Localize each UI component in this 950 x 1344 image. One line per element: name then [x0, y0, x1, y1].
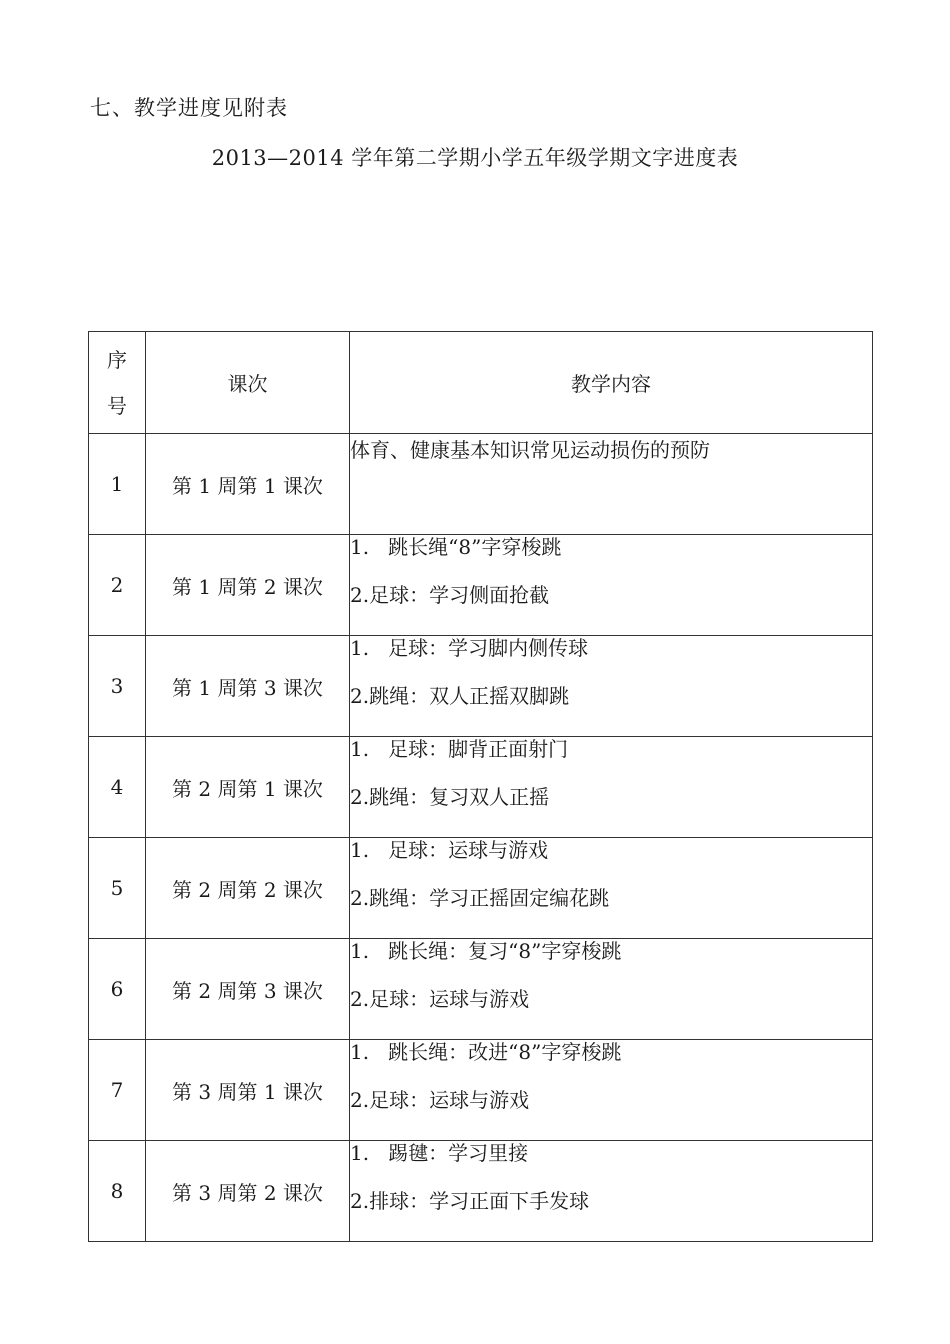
- content-line: 1. 跳长绳：复习“8”字穿梭跳: [350, 939, 622, 963]
- header-number-line1: 序: [107, 347, 127, 372]
- row-number: 6: [89, 939, 146, 1040]
- progress-table: [88, 331, 873, 1242]
- content-line: 1. 足球：脚背正面射门: [350, 737, 569, 761]
- row-lesson: 第 1 周第 2 课次: [146, 535, 350, 636]
- row-content: [350, 434, 873, 535]
- row-content: [350, 939, 873, 1040]
- row-content: [350, 838, 873, 939]
- row-lesson: 第 2 周第 3 课次: [146, 939, 350, 1040]
- table-row: [89, 737, 873, 838]
- row-number: 1: [89, 434, 146, 535]
- row-content: [350, 1141, 873, 1242]
- content-line: 2.足球：运球与游戏: [350, 1088, 530, 1112]
- content-line: 2.排球：学习正面下手发球: [350, 1189, 590, 1213]
- header-lesson: 课次: [146, 332, 350, 434]
- header-number: [89, 332, 146, 434]
- table-header-row: [89, 332, 873, 434]
- table-row: [89, 1141, 873, 1242]
- row-content: [350, 737, 873, 838]
- row-lesson: 第 1 周第 1 课次: [146, 434, 350, 535]
- content-line: 1. 跳长绳：改进“8”字穿梭跳: [350, 1040, 622, 1064]
- table-row: [89, 434, 873, 535]
- row-content: [350, 1040, 873, 1141]
- content-line: 体育、健康基本知识常见运动损伤的预防: [350, 438, 710, 462]
- row-lesson: 第 2 周第 2 课次: [146, 838, 350, 939]
- content-line: 1. 足球：学习脚内侧传球: [350, 636, 589, 660]
- table-row: [89, 636, 873, 737]
- header-number-line2: 号: [107, 393, 127, 418]
- document-title: 2013—2014 学年第二学期小学五年级学期文字进度表: [211, 146, 739, 170]
- content-line: 2.跳绳：学习正摇固定编花跳: [350, 886, 610, 910]
- table-row: [89, 838, 873, 939]
- row-content: [350, 535, 873, 636]
- content-line: 2.足球：运球与游戏: [350, 987, 530, 1011]
- row-number: 3: [89, 636, 146, 737]
- content-line: 2.足球：学习侧面抢截: [350, 583, 550, 607]
- row-number: 2: [89, 535, 146, 636]
- row-lesson: 第 2 周第 1 课次: [146, 737, 350, 838]
- content-line: 1. 足球：运球与游戏: [350, 838, 549, 862]
- content-line: 1. 踢毽：学习里接: [350, 1141, 529, 1165]
- row-number: 5: [89, 838, 146, 939]
- header-content: 教学内容: [350, 332, 873, 434]
- content-line: 2.跳绳：双人正摇双脚跳: [350, 684, 570, 708]
- content-line: 1. 跳长绳“8”字穿梭跳: [350, 535, 562, 559]
- table-row: [89, 535, 873, 636]
- row-number: 7: [89, 1040, 146, 1141]
- row-content: [350, 636, 873, 737]
- row-lesson: 第 3 周第 2 课次: [146, 1141, 350, 1242]
- row-lesson: 第 3 周第 1 课次: [146, 1040, 350, 1141]
- table-row: [89, 939, 873, 1040]
- section-heading: 七、教学进度见附表: [90, 96, 288, 120]
- row-number: 4: [89, 737, 146, 838]
- content-line: 2.跳绳：复习双人正摇: [350, 785, 550, 809]
- row-lesson: 第 1 周第 3 课次: [146, 636, 350, 737]
- table-row: [89, 1040, 873, 1141]
- row-number: 8: [89, 1141, 146, 1242]
